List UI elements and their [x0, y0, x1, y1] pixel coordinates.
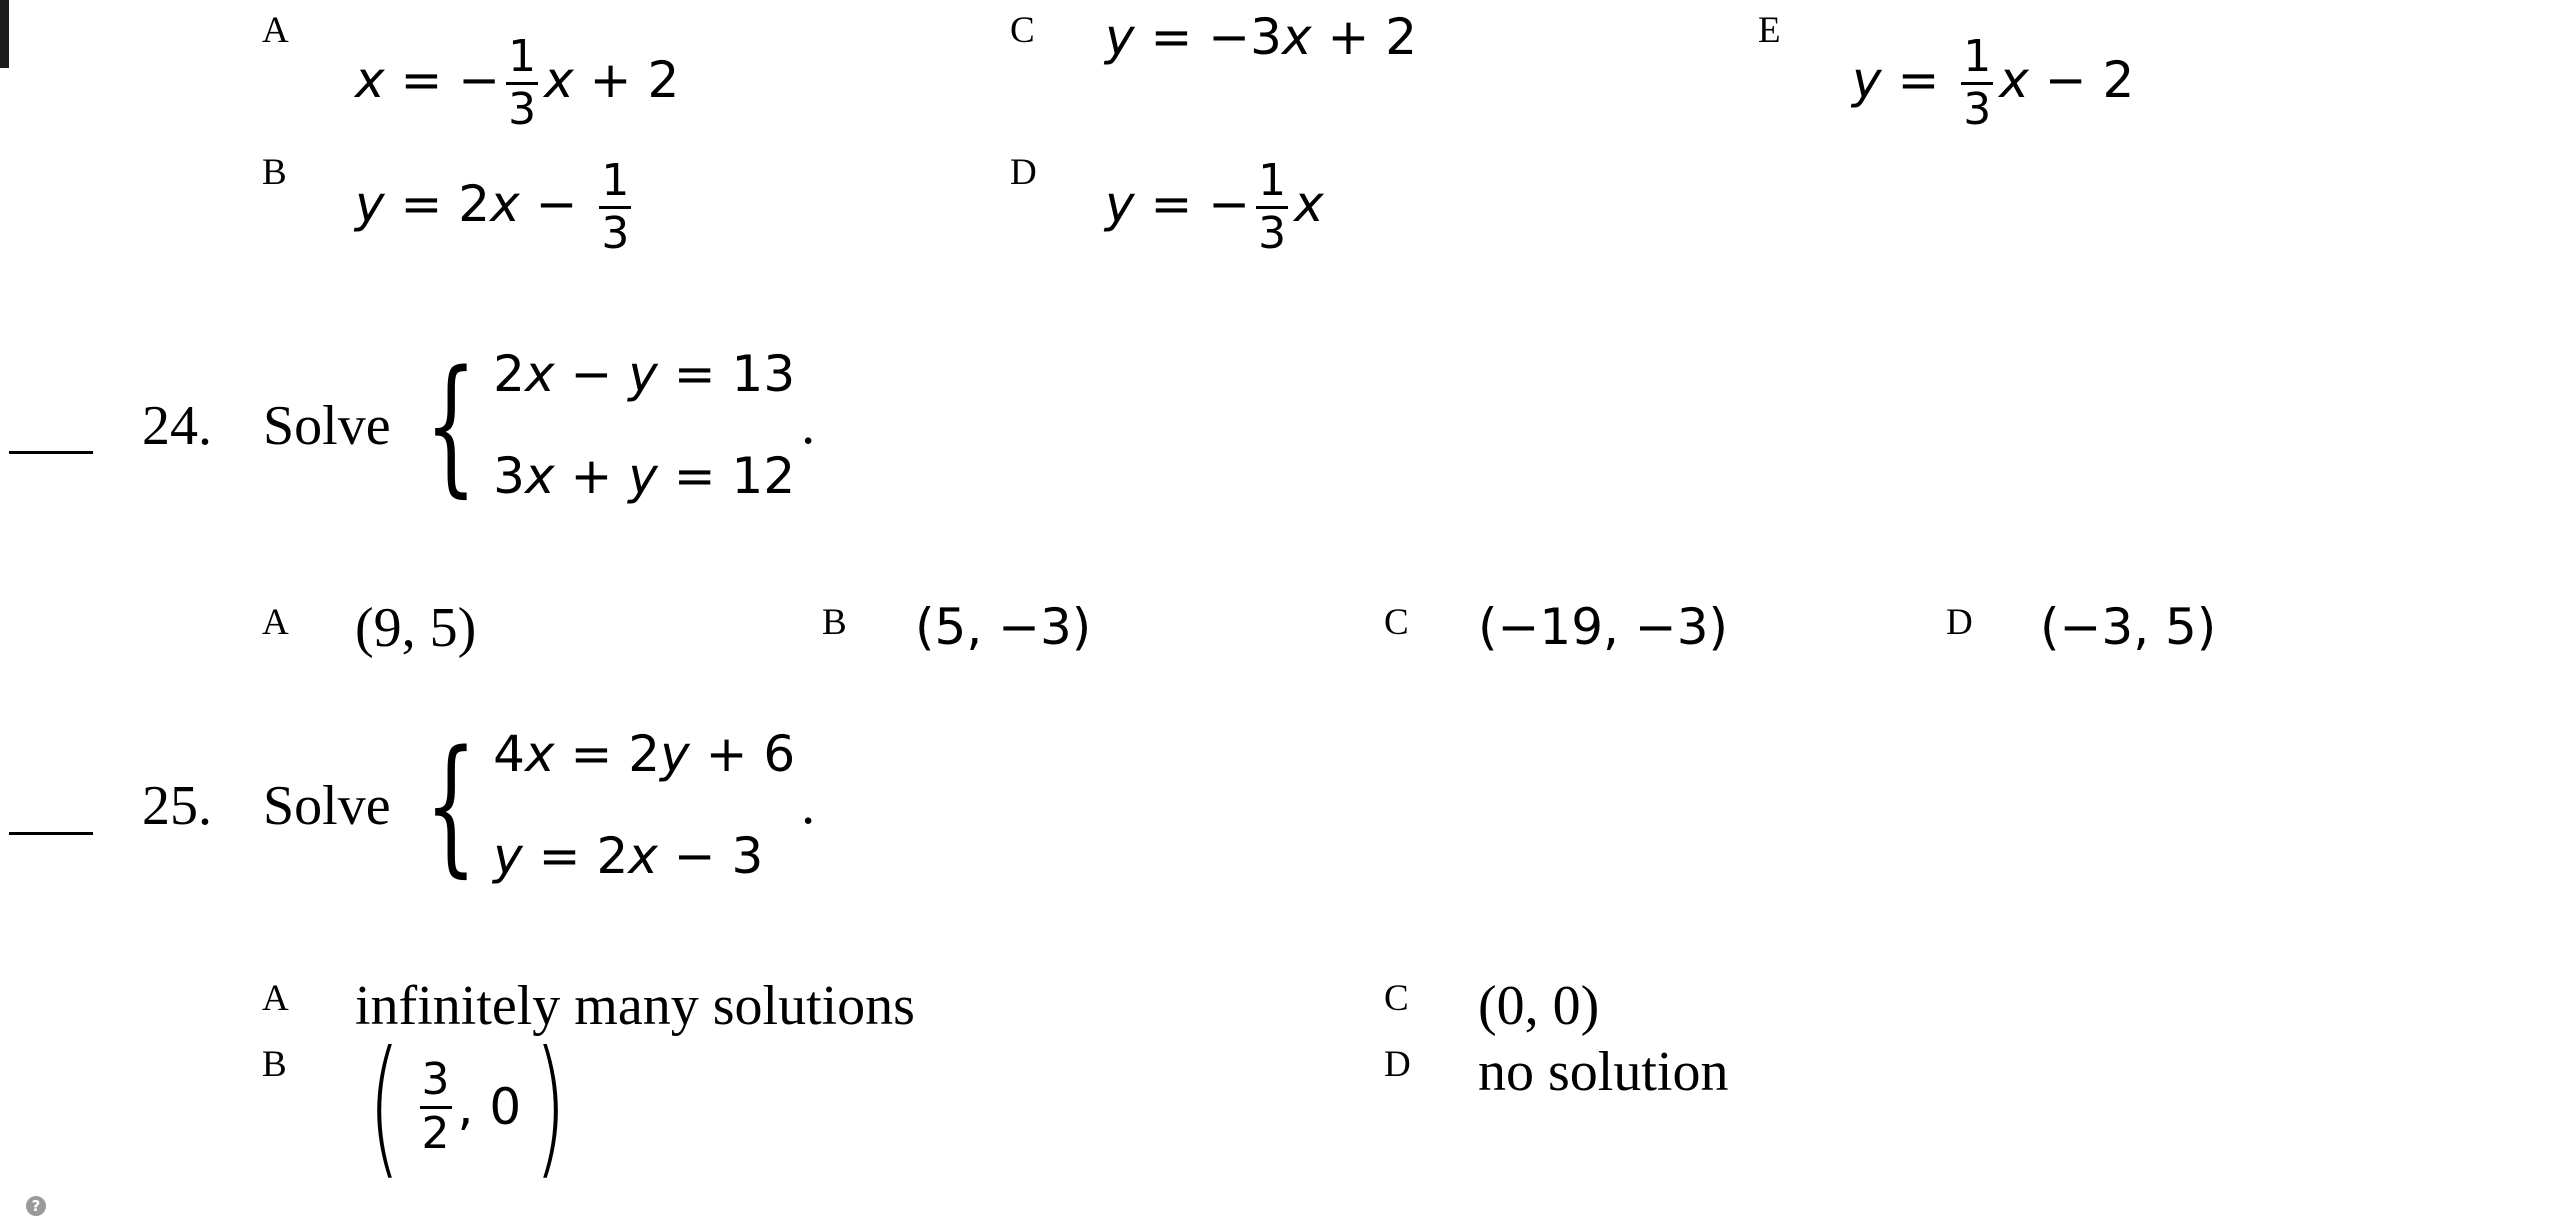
q23-choice-e-equation[interactable]: y = $\frac{1}{3}$ x − 2: [1852, 31, 2135, 136]
q23-choice-a-fraction: $\frac{1}{3}$: [508, 31, 537, 136]
question-circle-icon[interactable]: ?: [26, 1196, 46, 1216]
q23-choice-c-equation[interactable]: y = −3x + 2: [1105, 8, 1418, 66]
q25-choice-a[interactable]: infinitely many solutions: [355, 975, 915, 1037]
q25-choice-b-letter: B: [262, 1044, 287, 1085]
q23-choice-e-fraction: $\frac{1}{3}$: [1963, 31, 1992, 136]
q23-choice-a-letter: A: [262, 10, 289, 51]
q25-choice-b-fraction: $\frac{3}{2}$: [421, 1054, 450, 1159]
q24-choice-d[interactable]: (−3, 5): [2040, 598, 2217, 656]
q25-system: [425, 710, 815, 900]
q24-choice-c-letter: C: [1384, 602, 1409, 643]
q25-brace: {: [425, 719, 477, 891]
q24-brace: {: [425, 339, 477, 511]
q24-choice-d-letter: D: [1946, 602, 1973, 643]
window-edge-bar: [0, 0, 9, 68]
q25-period: .: [801, 774, 816, 836]
q25-choice-d-letter: D: [1384, 1044, 1411, 1085]
q25-choice-d[interactable]: no solution: [1478, 1041, 1729, 1103]
q25-equation-2: y = 2x − 3: [493, 827, 764, 885]
q24-system: [425, 330, 815, 520]
q25-choice-b-close-paren: ): [534, 1020, 567, 1194]
q23-choice-b-equation[interactable]: y = 2x − $\frac{1}{3}$: [355, 155, 630, 260]
q25-answer-blank[interactable]: [9, 832, 93, 835]
q23-choice-d-letter: D: [1010, 152, 1037, 193]
q24-choice-b[interactable]: (5, −3): [915, 598, 1092, 656]
q24-number: 24.: [142, 395, 212, 457]
q23-choice-c-letter: C: [1010, 10, 1035, 51]
q23-choice-b-letter: B: [262, 152, 287, 193]
q23-choice-b-fraction: $\frac{1}{3}$: [601, 155, 630, 260]
q24-prompt: Solve: [263, 395, 391, 457]
q25-choice-b[interactable]: ( $\frac{3}{2}$ , 0 ): [368, 1020, 567, 1194]
q24-choice-a-letter: A: [262, 602, 289, 643]
q24-period: .: [801, 394, 816, 456]
q23-choice-d-equation[interactable]: y = − $\frac{1}{3}$ x: [1105, 155, 1324, 260]
q24-choice-b-letter: B: [822, 602, 847, 643]
q23-choice-d-fraction: $\frac{1}{3}$: [1258, 155, 1287, 260]
q24-choice-a[interactable]: (9, 5): [355, 597, 477, 659]
q24-equation-2: 3x + y = 12: [493, 447, 796, 505]
q25-prompt: Solve: [263, 775, 391, 837]
q25-choice-a-letter: A: [262, 978, 289, 1019]
q25-number: 25.: [142, 775, 212, 837]
q25-equation-1: 4x = 2y + 6: [493, 725, 796, 783]
q23-choice-a-equation[interactable]: x = − $\frac{1}{3}$ x + 2: [355, 31, 680, 136]
q25-choice-c-letter: C: [1384, 978, 1409, 1019]
q25-choice-b-open-paren: (: [368, 1020, 401, 1194]
q24-answer-blank[interactable]: [9, 451, 93, 454]
q23-choice-e-letter: E: [1758, 10, 1781, 51]
q24-choice-c[interactable]: (−19, −3): [1478, 598, 1729, 656]
q24-equation-1: 2x − y = 13: [493, 345, 796, 403]
q25-choice-c[interactable]: (0, 0): [1478, 975, 1600, 1037]
